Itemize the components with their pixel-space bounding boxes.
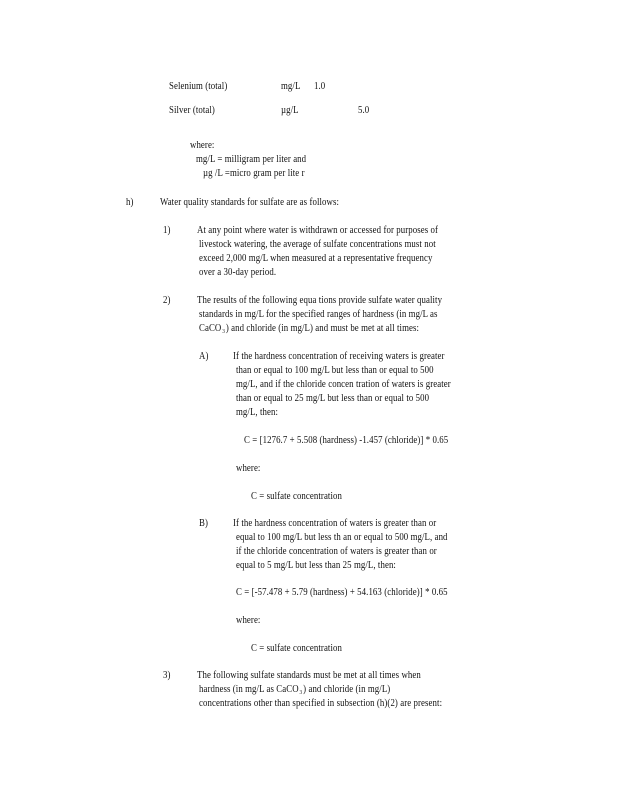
unit-definition-ug: µg /L =micro gram per lite r [203, 168, 305, 179]
parameter-unit-silver: µg/L [281, 105, 299, 116]
item-2b-marker: B) [199, 518, 208, 529]
parameter-name-selenium: Selenium (total) [169, 81, 228, 92]
section-h-heading: Water quality standards for sulfate are as follows: [160, 197, 339, 208]
parameter-value-silver: 5.0 [358, 105, 370, 116]
item-2a-line: mg/L, then: [236, 407, 279, 418]
item-2a-marker: A) [199, 351, 209, 362]
parameter-name-silver: Silver (total) [169, 105, 215, 116]
item-2b-line: if the chloride concentration of waters is greater than or [236, 546, 437, 557]
equation-2b: C = [-57.478 + 5.79 (hardness) + 54.163 (chloride)] * 0.65 [236, 587, 448, 598]
unit-definition-mg: mg/L = milligram per liter and [196, 154, 307, 165]
item-2a-line: mg/L, and if the chloride concen tration of waters is greater [236, 379, 451, 390]
item-2-line: The results of the following equa tions provide sulfate water quality [197, 295, 443, 306]
item-2-line: standards in mg/L for the specified ranges of hardness (in mg/L as [199, 309, 438, 320]
where-label-2a: where: [236, 463, 261, 474]
item-1-marker: 1) [163, 225, 171, 236]
item-2-marker: 2) [163, 295, 171, 306]
item-1-line: over a 30-day period. [199, 267, 277, 278]
variable-definition-2b: C = sulfate concentration [251, 643, 342, 654]
caco3-formula: CaCO$_3$) [199, 323, 229, 335]
item-2b-line: If the hardness concentration of waters is greater than or [233, 518, 437, 529]
item-3-line: concentrations other than specified in subsection (h)(2) are present: [199, 698, 443, 709]
variable-definition-2a: C = sulfate concentration [251, 491, 342, 502]
item-3-line: The following sulfate standards must be met at all times when [197, 670, 421, 681]
item-1-line: At any point where water is withdrawn or accessed for purposes of [197, 225, 439, 236]
item-2a-line: If the hardness concentration of receiving waters is greater [233, 351, 445, 362]
where-label-2b: where: [236, 615, 261, 626]
item-2a-line: than or equal to 100 mg/L but less than or equal to 500 [236, 365, 434, 376]
item-3-marker: 3) [163, 670, 171, 681]
item-1-line: exceed 2,000 mg/L when measured at a representative frequency [199, 253, 433, 264]
parameter-value-selenium: 1.0 [314, 81, 326, 92]
equation-2a: C = [1276.7 + 5.508 (hardness) -1.457 (chloride)] * 0.65 [244, 435, 449, 446]
item-3-line: hardness (in mg/L as CaCO$_3$) and chloride (in mg/L) [199, 684, 391, 696]
item-1-line: livestock watering, the average of sulfate concentrations must not [199, 239, 436, 250]
parameter-unit-selenium: mg/L [281, 81, 301, 92]
item-2a-line: than or equal to 25 mg/L but less than or equal to 500 [236, 393, 430, 404]
item-2b-line: equal to 100 mg/L but less th an or equal to 500 mg/L, and [236, 532, 448, 543]
section-h-marker: h) [126, 197, 134, 208]
item-2-line: CaCO$_3$) and chloride (in mg/L) and must be met at all times: [199, 323, 420, 335]
where-label: where: [190, 140, 215, 151]
item-2b-line: equal to 5 mg/L but less than 25 mg/L, then: [236, 560, 396, 571]
